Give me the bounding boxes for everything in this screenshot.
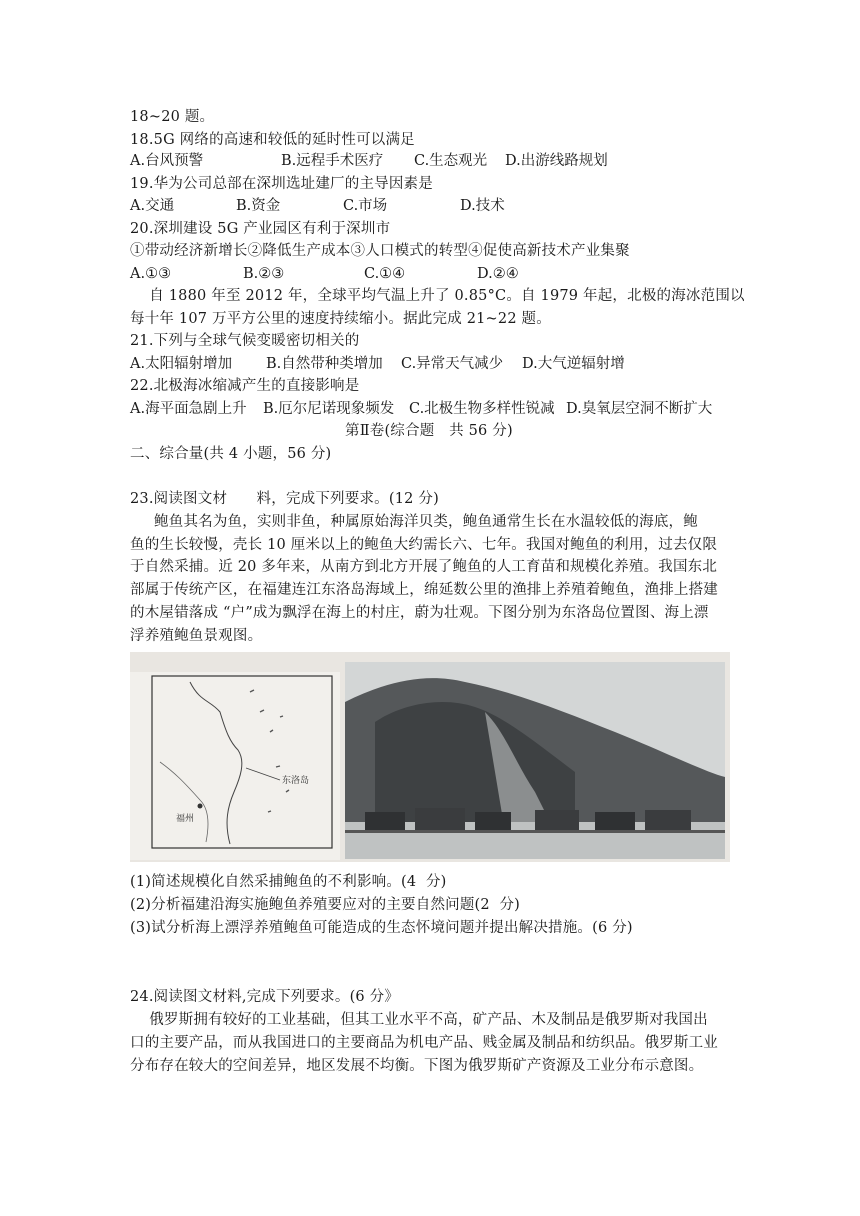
section-intro-18-20: 18~20 题。 xyxy=(130,109,215,125)
passage-21-22-line-1: 自 1880 年至 2012 年，全球平均气温上升了 0.85°C。自 1979 年起，北极的海冰范围以 xyxy=(130,288,745,304)
question-19-option-b: B.资金 xyxy=(236,198,281,214)
question-23-passage-line-1: 鲍鱼其名为鱼，实则非鱼，种属原始海洋贝类，鲍鱼通常生长在水温较低的海底，鲍 xyxy=(130,514,698,530)
question-22-option-a: A.海平面急剧上升 xyxy=(130,401,247,417)
question-20-option-b: B.②③ xyxy=(243,266,285,282)
question-21: 21.下列与全球气候变暖密切相关的 xyxy=(130,333,360,349)
question-23-heading: 23.阅读图文材 料，完成下列要求。(12 分) xyxy=(130,491,439,507)
question-22-option-b: B.厄尔尼诺现象频发 xyxy=(263,401,395,417)
map-label-donglo-island: 东洛岛 xyxy=(282,776,310,786)
section-two-heading: 二、综合量(共 4 小题，56 分) xyxy=(130,446,332,462)
donglo-island-location-map xyxy=(130,672,340,860)
question-23-passage-line-2: 鱼的生长较慢，壳长 10 厘米以上的鲍鱼大约需长六、七年。我国对鲍鱼的利用，过去仅限 xyxy=(130,537,718,553)
question-23-part-1: (1)简述规模化自然采捕鲍鱼的不利影响。(4 分) xyxy=(130,874,447,890)
question-18-option-c: C.生态观光 xyxy=(414,153,488,169)
part-two-heading: 第Ⅱ卷(综合题 共 56 分) xyxy=(345,423,513,439)
map-label-fuzhou: 福州 xyxy=(176,814,195,824)
question-20-option-a: A.①③ xyxy=(130,266,172,282)
question-23-passage-line-3: 于自然采捕。近 20 多年来，从南方到北方开展了鲍鱼的人工育苗和规模化养殖。我国东北 xyxy=(130,559,718,575)
location-map-drawing xyxy=(130,672,340,860)
question-23-passage-line-6: 浮养殖鲍鱼景观图。 xyxy=(130,628,263,644)
question-23-passage-line-4: 部属于传统产区，在福建连江东洛岛海域上，绵延数公里的渔排上养殖着鲍鱼，渔排上搭建 xyxy=(130,582,718,598)
question-18-option-d: D.出游线路规划 xyxy=(505,153,608,169)
question-24-heading: 24.阅读图文材料,完成下列要求。(6 分》 xyxy=(130,989,400,1005)
question-24-passage-line-3: 分布存在较大的空间差异，地区发展不均衡。下图为俄罗斯矿产资源及工业分布示意图。 xyxy=(130,1058,704,1074)
question-20-option-d: D.②④ xyxy=(477,266,519,282)
abalone-farm-photo-drawing xyxy=(345,662,725,859)
question-21-option-d: D.大气逆辐射增 xyxy=(522,356,625,372)
question-24-passage-line-2: 口的主要产品，而从我国进口的主要商品为机电产品、贱金属及制品和纺织品。俄罗斯工业 xyxy=(130,1035,718,1051)
question-23-passage-line-5: 的木屋错落成 “户”成为飘浮在海上的村庄，蔚为壮观。下图分别为东洛岛位置图、海上漂 xyxy=(130,605,709,621)
question-23-part-3: (3)试分析海上漂浮养殖鲍鱼可能造成的生态怀境问题并提出解决措施。(6 分) xyxy=(130,920,633,936)
question-18: 18.5G 网络的高速和较低的延时性可以满足 xyxy=(130,132,415,148)
question-22: 22.北极海冰缩减产生的直接影响是 xyxy=(130,378,360,394)
question-19-option-d: D.技术 xyxy=(460,198,505,214)
floating-abalone-farm-photo xyxy=(345,662,725,859)
question-19-option-c: C.市场 xyxy=(343,198,388,214)
question-21-option-b: B.自然带种类增加 xyxy=(266,356,383,372)
question-21-option-a: A.太阳辐射增加 xyxy=(130,356,233,372)
question-18-option-b: B.远程手术医疗 xyxy=(281,153,384,169)
question-18-option-a: A.台风预警 xyxy=(130,153,204,169)
question-22-option-c: C.北极生物多样性锐减 xyxy=(409,401,555,417)
question-20-option-c: C.①④ xyxy=(364,266,406,282)
question-20: 20.深圳建设 5G 产业园区有利于深圳市 xyxy=(130,221,391,237)
question-23-figure xyxy=(130,652,730,862)
question-24-passage-line-1: 俄罗斯拥有较好的工业基础，但其工业水平不高，矿产品、木及制品是俄罗斯对我国出 xyxy=(130,1012,708,1028)
passage-21-22-line-2: 每十年 107 万平方公里的速度持续缩小。据此完成 21~22 题。 xyxy=(130,311,551,327)
question-23-part-2: (2)分析福建沿海实施鲍鱼养殖要应对的主要自然问题(2 分) xyxy=(130,897,520,913)
question-19: 19.华为公司总部在深圳选址建厂的主导因素是 xyxy=(130,176,433,192)
question-20-statements: ①带动经济新增长②降低生产成本③人口模式的转型④促使高新技术产业集聚 xyxy=(130,243,630,259)
question-19-option-a: A.交通 xyxy=(130,198,175,214)
question-22-option-d: D.臭氧层空洞不断扩大 xyxy=(566,401,713,417)
question-21-option-c: C.异常天气减少 xyxy=(401,356,504,372)
